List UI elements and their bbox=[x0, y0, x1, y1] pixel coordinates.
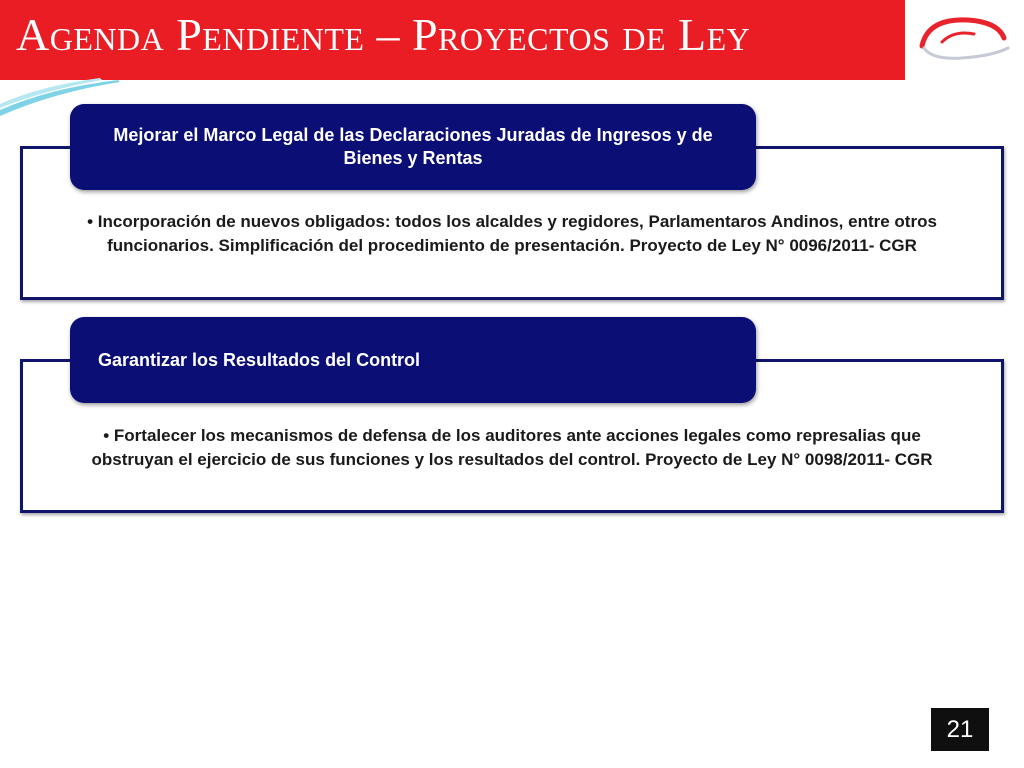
section-heading-1 bbox=[70, 104, 756, 190]
section-heading-2 bbox=[70, 317, 756, 403]
logo-emblem-icon bbox=[912, 8, 1012, 68]
title-bar bbox=[0, 0, 905, 80]
section-heading-text-1: Mejorar el Marco Legal de las Declaraciones Juradas de Ingresos y de Bienes y Rentas bbox=[113, 125, 713, 168]
section-bullet-1: • Incorporación de nuevos obligados: todos los alcaldes y regidores, Parlamentaros Andinos, entre otros funcionarios. Simplificación del procedimiento de presentación. Proyecto de Ley N° 0096/2011- CGR bbox=[87, 212, 937, 255]
slide-title: Agenda Pendiente – Proyectos de Ley bbox=[16, 9, 751, 60]
section-bullet-2: • Fortalecer los mecanismos de defensa de los auditores ante acciones legales como represalias que obstruyan el ejercicio de sus funciones y los resultados del control. Proyecto de Ley N° 0098/2011- CGR bbox=[91, 426, 933, 469]
section-heading-text-2: Garantizar los Resultados del Control bbox=[98, 349, 421, 370]
page-number: 21 bbox=[931, 708, 989, 751]
